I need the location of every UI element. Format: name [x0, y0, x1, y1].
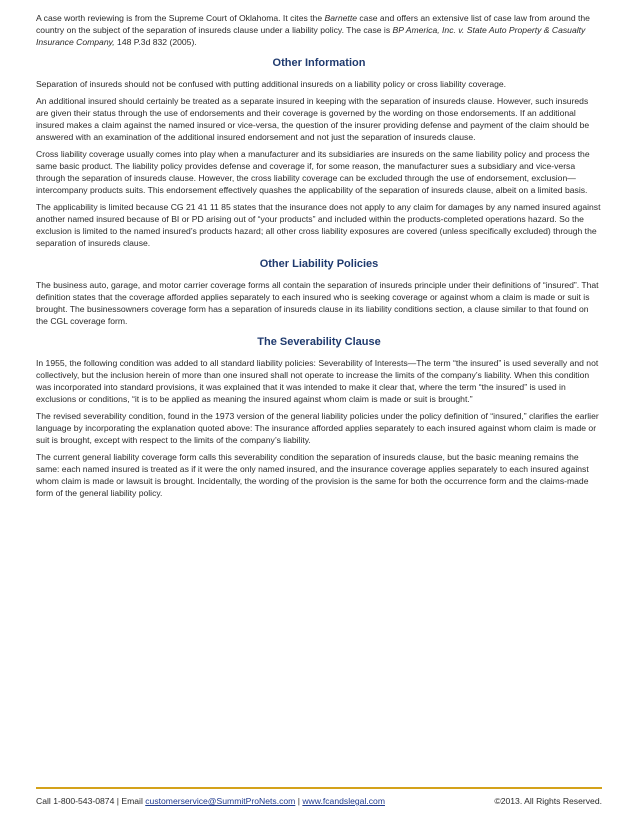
intro-paragraph — [36, 12, 602, 48]
other-info-paragraph-2: An additional insured should certainly be treated as a separate insured in keeping with the separation of insureds clause. However, such insureds are given their status through the use of endorsements and their coverage is governed by the wording on those endorsements. If an additional insured makes a claim against the named insured or vice-versa, the question of the insurer providing defense and payment of the claim should be answered with an examination of the additional insured endorsement and not just the separation of insureds clause. — [36, 96, 590, 142]
footer-separator: | Email — [114, 796, 146, 806]
heading-other-liability-policies: Other Liability Policies — [259, 258, 379, 270]
footer-divider — [36, 787, 602, 789]
intro-text-2: case and offers an extensive list of case law from around the country on the subject of the separation of insureds clause under a liability policy. The case is — [36, 13, 590, 35]
heading-severability-clause: The Severability Clause — [257, 336, 381, 348]
case-name-barnette: Barnette — [324, 13, 357, 23]
heading-other-information: Other Information — [272, 57, 366, 69]
footer-email-link[interactable]: customerservice@SummitProNets.com — [145, 796, 296, 806]
footer — [36, 795, 602, 807]
other-info-paragraph-4: The applicability is limited because CG 21 41 11 85 states that the insurance does not apply to any claim for damages by any named insured against another named insured because of BI or PD arising out of “your products” and included within the products-completed operations hazard. So the exclusion is limited to the named insured’s products hazard; all other cross liability exposures are covered (unless specifically excluded) through the separation of insureds clause. — [36, 202, 601, 248]
other-info-paragraph-3: Cross liability coverage usually comes into play when a manufacturer and its subsidiaries are insureds on the same liability policy and process the same basic product. The liability policy provides defense and coverage if, for some reason, the manufacturer sues a subsidiary and vice-versa through the separation of insureds clause. However, the cross liability coverage can be excluded through the use of endorsement, exclusion—intercompany products suits. This endorsement effectively quashes the applicability of the separation of insureds clause, albeit on a limited basis. — [36, 149, 590, 195]
document-body — [36, 12, 602, 504]
intro-text-3: 148 P.3d 832 (2005). — [114, 37, 197, 47]
other-info-paragraph-1: Separation of insureds should not be confused with putting additional insureds on a liability policy or cross liability coverage. — [36, 79, 507, 89]
severability-paragraph-2: The revised severability condition, found in the 1973 version of the general liability policies under the policy definition of “insured,” clarifies the earlier language by incorporating the explanation quoted above: The insurance afforded applies separately to each insured against whom claim is made or suit is brought, except with respect to the limits of the company’s liability. — [36, 411, 599, 445]
other-liability-paragraph-1: The business auto, garage, and motor carrier coverage forms all contain the separation of insureds principle under their definitions of “insured”. That definition states that the coverage afforded applies separately to each insured who is seeking coverage or against whom a claim is made or suit is brought. The businessowners coverage form has a separation of insureds clause in its liability conditions section, a clause similar to that found on the CGL coverage form. — [36, 280, 599, 326]
severability-paragraph-1: In 1955, the following condition was added to all standard liability policies: Severability of Interests—The term “the insured” is used severally and not collectively, but the inclusion herein of more than one insured shall not operate to increase the limits of the company’s liability. When this condition was incorporated into standard provisions, it was explained that it was intended to make it clear that, where the term “the insured” is used in exclusions or conditions, “it is to be applied as meaning the insured against whom claim is made or suit is brought.” — [36, 358, 599, 404]
footer-website-link[interactable]: www.fcandslegal.com — [302, 796, 385, 806]
footer-separator: | — [295, 796, 303, 806]
intro-text-1: A case worth reviewing is from the Supreme Court of Oklahoma. It cites the — [36, 13, 325, 23]
case-citation: BP America, Inc. v. State Auto Property & Casualty Insurance Company, — [36, 25, 586, 47]
severability-paragraph-3: The current general liability coverage form calls this severability condition the separation of insureds clause, but the basic meaning remains the same: each named insured is treated as if it were the only named insured, and the insurance coverage applies separately to each insured against whom claim is made or lawsuit is brought. Incidentally, the wording of the provision is the same for both the occurrence form and the claims-made form of the general liability policy. — [36, 452, 589, 498]
footer-copyright: ©2013. All Rights Reserved. — [494, 796, 602, 806]
footer-phone: Call 1-800-543-0874 — [36, 796, 115, 806]
